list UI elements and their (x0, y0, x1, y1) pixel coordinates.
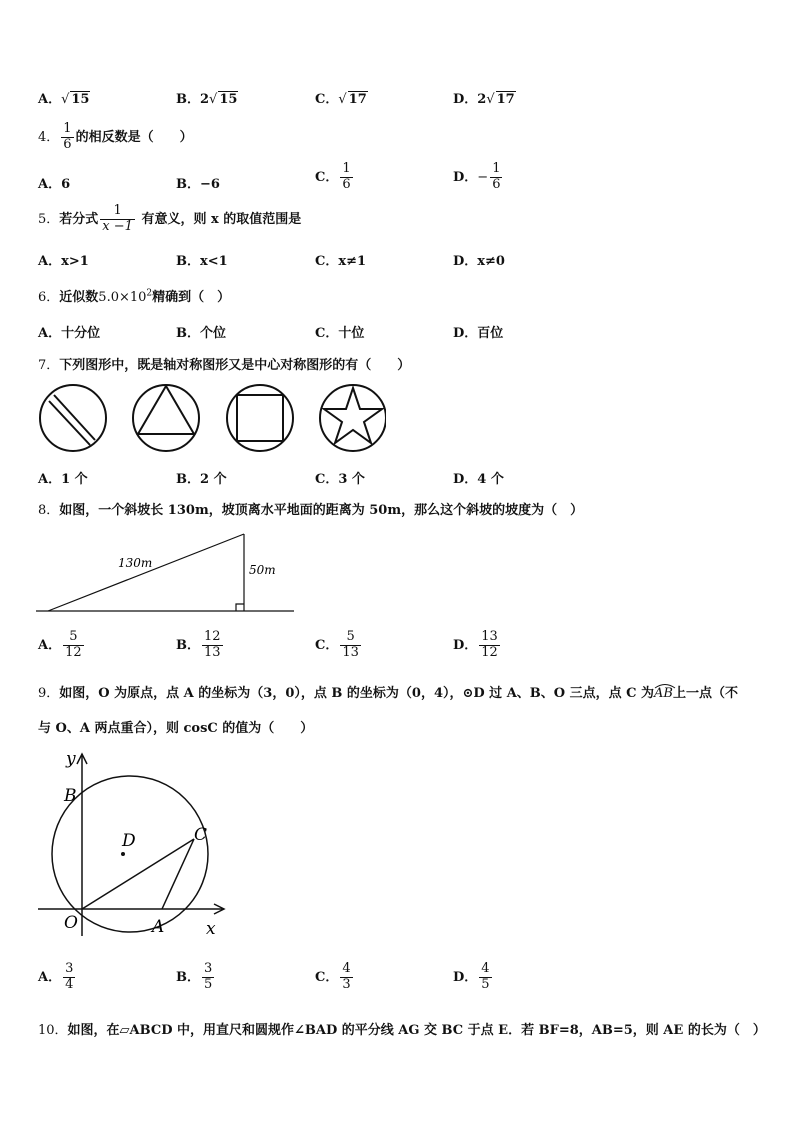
q5-option-b: B．x<1 (176, 254, 228, 269)
hypotenuse-label: 130m (118, 556, 153, 570)
arc-ab: AB (654, 686, 673, 701)
q8-slope-figure (36, 528, 298, 618)
svg-text:A: A (152, 917, 165, 937)
q9-option-b: B． $\frac{3}{5}$ (176, 961, 213, 992)
question-6: 6．近似数$5.0\times 10^2$精确到（ ） (38, 288, 231, 305)
q9-option-a: A． $\frac{3}{4}$ (38, 961, 74, 992)
svg-text:y: y (66, 749, 76, 769)
q4-option-a: A．6 (38, 177, 71, 192)
question-9-line-2: 与 O、A 两点重合），则 cosC 的值为（ ） (38, 721, 314, 736)
q3-option-b: B．2√ 15 (176, 92, 238, 107)
q8-option-d: D． $\frac{13}{12}$ (453, 629, 498, 660)
question-10: 10．如图，在▱ABCD 中，用直尺和圆规作∠BAD 的平分线 AG 交 BC 于点 E．若 BF=8，AB=5，则 AE 的长为（ ） (38, 1023, 766, 1038)
q3-option-a: A．√ 15 (38, 92, 90, 107)
center-d-dot (121, 852, 125, 856)
q6-option-d: D．百位 (453, 326, 504, 341)
question-5: 5．若分式 $\frac{1}{x -1}$ 有意义，则 x 的取值范围是 (38, 203, 302, 234)
q9-option-c: C． $\frac{4}{3}$ (315, 961, 351, 992)
q4-option-b: B．−6 (176, 177, 220, 192)
q9-option-d: D． $\frac{4}{5}$ (453, 961, 490, 992)
q3-option-d: D．2√ 17 (453, 92, 515, 107)
q8-option-a: A． $\frac{5}{12}$ (38, 629, 82, 660)
svg-text:x: x (206, 919, 216, 939)
circle-with-star (320, 385, 386, 451)
q9-circle-figure (34, 748, 234, 940)
svg-text:B: B (64, 786, 77, 806)
svg-text:O: O (64, 913, 78, 933)
arc-mark (654, 683, 676, 689)
svg-text:C: C (194, 825, 208, 845)
q3-option-c: C．√ 17 (315, 92, 367, 107)
question-8: 8．如图，一个斜坡长 130m，坡顶离水平地面的距离为 50m，那么这个斜坡的坡度为（ ） (38, 503, 584, 518)
q6-option-b: B．个位 (176, 326, 227, 341)
q8-option-b: B． $\frac{12}{13}$ (176, 629, 221, 660)
q4-option-d: D．− $\frac{1}{6}$ (453, 161, 501, 192)
q6-option-a: A．十分位 (38, 326, 101, 341)
q5-option-d: D．x≠0 (453, 254, 505, 269)
question-7: 7．下列图形中，既是轴对称图形又是中心对称图形的有（ ） (38, 358, 411, 373)
circle-with-triangle (133, 385, 199, 451)
q7-option-d: D．4 个 (453, 472, 504, 487)
question-9-line-1: 9．如图，O 为原点，点 A 的坐标为（3，0），点 B 的坐标为（0，4），⊙D 过 A、B、O 三点，点 C 为AB 上一点（不 (38, 682, 738, 701)
circle-with-band (40, 385, 106, 451)
q6-option-c: C．十位 (315, 326, 365, 341)
q4-option-c: C． $\frac{1}{6}$ (315, 161, 351, 192)
q5-option-c: C．x≠1 (315, 254, 367, 269)
q7-option-a: A．1 个 (38, 472, 88, 487)
q8-option-c: C． $\frac{5}{13}$ (315, 629, 359, 660)
q7-figures (36, 383, 386, 455)
q7-option-b: B．2 个 (176, 472, 227, 487)
height-label: 50m (249, 563, 276, 577)
q7-option-c: C．3 个 (315, 472, 365, 487)
question-4: 4． $\frac{1}{6}$ 的相反数是（ ） (38, 121, 193, 152)
q5-option-a: A．x>1 (38, 254, 89, 269)
svg-text:D: D (122, 831, 136, 851)
